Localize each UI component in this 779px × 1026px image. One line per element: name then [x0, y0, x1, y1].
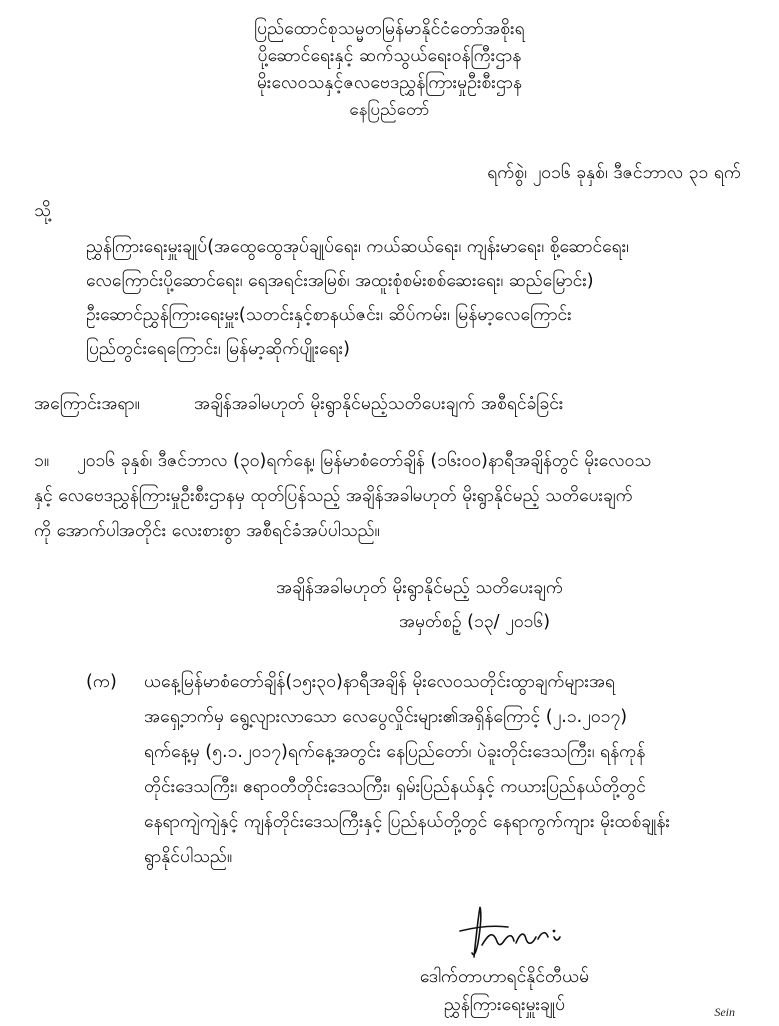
signer-name: ဒေါက်တာဟာရင်နိုင်တီယမ်: [419, 967, 590, 987]
item-line-6: ရွာနိုင်ပါသည်။: [144, 847, 233, 867]
paragraph-line-3: ကို အောက်ပါအတိုင်း လေးစားစွာ အစီရင်ခံအပ်ပါသည်။: [34, 521, 380, 541]
signature-initials: Sein: [714, 1005, 735, 1019]
subject-text: အချိန်အခါမဟုတ် မိုးရွာနိုင်မည့်သတိပေးချက် အစီရင်ခံခြင်း: [194, 394, 564, 414]
lettered-item: [34, 665, 745, 875]
item-line-4: တိုင်းဒေသကြီး၊ ဧရာဝတီတိုင်းဒေသကြီး၊ ရှမ်းပြည်နယ်နှင့် ကယားပြည်နယ်တို့တွင်: [144, 777, 646, 797]
addressee-line-1: ညွှန်ကြားရေးမှူးချုပ်(အထွေထွေအုပ်ချုပ်ရေး၊ ကယ်ဆယ်ရေး၊ ကျန်းမာရေး၊ စို့ဆောင်ရေး၊: [86, 237, 629, 257]
paragraph-line-1: [34, 444, 745, 479]
signature-block: [34, 901, 745, 1019]
body-paragraph: [34, 444, 745, 549]
item-line-2: အရှေ့ဘက်မှ ရွေ့လျားလာသော လေပွေလှိုင်းများ၏အရှိန်ကြောင့် (၂.၁.၂၀၁၇): [144, 707, 628, 727]
signer-title: ညွှန်ကြားရေးမှူးချုပ်: [443, 995, 566, 1015]
notice-number: အမှတ်စဉ့် (၁၃/ ၂၀၁၆): [398, 612, 551, 632]
letterhead: [34, 16, 745, 124]
letterhead-line-4: နေပြည်တော်: [349, 100, 430, 120]
letterhead-line-1: ပြည်ထောင်စုသမ္မတမြန်မာနိုင်ငံတော်အစိုးရ: [254, 19, 525, 39]
handwritten-signature-icon: [264, 901, 745, 963]
notice-title: အချိန်အခါမဟုတ် မိုးရွာနိုင်မည့် သတိပေးချက်: [276, 578, 563, 598]
paragraph-number: ၁။: [34, 451, 50, 471]
subject-row: [34, 390, 745, 418]
item-line-5: နေရာကျဲကျဲနှင့် ကျန်တိုင်းဒေသကြီးနှင့် ပြည်နယ်တို့တွင် နေရာကွက်ကျား မိုးထစ်ချုန်း: [144, 812, 670, 832]
paragraph-line-2: နှင့် လေဗေဒညွှန်ကြားမှုဦးစီးဌာနမှ ထုတ်ပြန်သည့် အချိန်အခါမဟုတ် မိုးရွာနိုင်မည့် သတိပေးချက်: [34, 486, 633, 506]
paragraph-line-1-text: ၂၀၁၆ ခုနှစ်၊ ဒီဇင်ဘာလ (၃၀)ရက်နေ့၊ မြန်မာစံတော်ချိန် (၁၆း၀၀)နာရီအချိန်တွင် မိုးလေဝသ: [76, 451, 652, 471]
item-line-3: ရက်နေ့မှ (၅.၁.၂၀၁၇)ရက်နေ့အတွင်း နေပြည်တော်၊ ပဲခူးတိုင်းဒေသကြီး၊ ရန်ကုန်: [144, 742, 646, 762]
subject-label: အကြောင်းအရာ။: [34, 394, 140, 414]
addressee-block: [34, 230, 745, 366]
addressee-line-3: ဦးဆောင်ညွှန်ကြားရေးမှူး(သတင်းနှင့်စာနယ်ဇင်း၊ ဆိပ်ကမ်း၊ မြန်မာ့လေကြောင်း: [86, 305, 572, 325]
letterhead-line-3: မိုးလေဝသနှင့်ဇလဗေဒညွှန်ကြားမှုဦးစီးဌာန: [256, 73, 523, 93]
item-marker: (က): [86, 672, 117, 692]
date-text: ရက်စွဲ၊ ၂၀၁၆ ခုနှစ်၊ ဒီဇင်ဘာလ ၃၁ ရက်: [487, 163, 741, 183]
to-label: သို့: [34, 201, 51, 221]
addressee-line-4: ပြည်တွင်းရေကြောင်း၊ မြန်မာ့ဆိုက်ပျိုးရေး): [86, 339, 350, 359]
addressee-line-2: လေကြောင်းပို့ဆောင်ရေး၊ ရေအရင်းအမြစ်၊ အထူးစုံစမ်းစစ်ဆေးရေး၊ ဆည်မြောင်း): [86, 271, 594, 291]
item-content: [144, 665, 745, 875]
letterhead-line-2: ပို့ဆောင်ရေးနှင့် ဆက်သွယ်ရေးဝန်ကြီးဌာန: [257, 46, 522, 66]
date-row: [34, 160, 745, 186]
item-line-1: ယနေ့မြန်မာစံတော်ချိန်(၁၅း၃၀)နာရီအချိန် မိုးလေဝသတိုင်းထွာချက်များအရ: [144, 672, 616, 692]
